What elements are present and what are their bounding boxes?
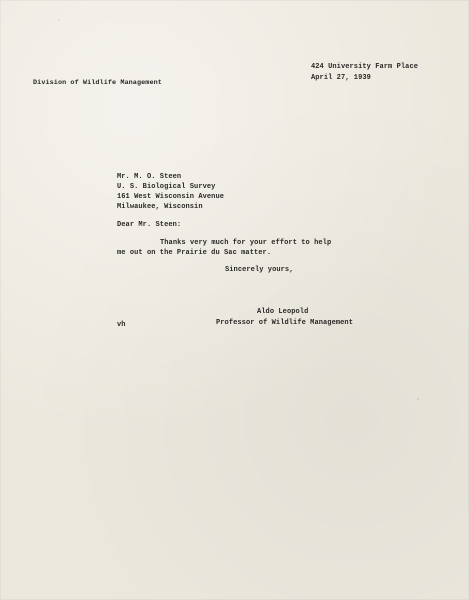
address-line: 424 University Farm Place <box>311 63 419 71</box>
division-line: Division of Wildlife Management <box>33 79 162 87</box>
date-line: April 27, 1939 <box>311 74 371 82</box>
recipient-street: 161 West Wisconsin Avenue <box>117 193 225 201</box>
salutation: Dear Mr. Steen: <box>117 221 182 229</box>
typist-initials: vh <box>117 321 126 329</box>
signature-name: Aldo Leopold <box>257 308 309 316</box>
body-line-1: Thanks very much for your effort to help <box>160 239 332 247</box>
paper-spot <box>58 19 60 21</box>
recipient-city: Milwaukee, Wisconsin <box>117 203 203 211</box>
closing: Sincerely yours, <box>225 266 294 274</box>
recipient-org: U. S. Biological Survey <box>117 183 216 191</box>
recipient-name: Mr. M. O. Steen <box>117 173 182 181</box>
signature-title: Professor of Wildlife Management <box>216 319 353 327</box>
paper-spot <box>417 398 419 400</box>
body-line-2: me out on the Prairie du Sac matter. <box>117 249 272 257</box>
